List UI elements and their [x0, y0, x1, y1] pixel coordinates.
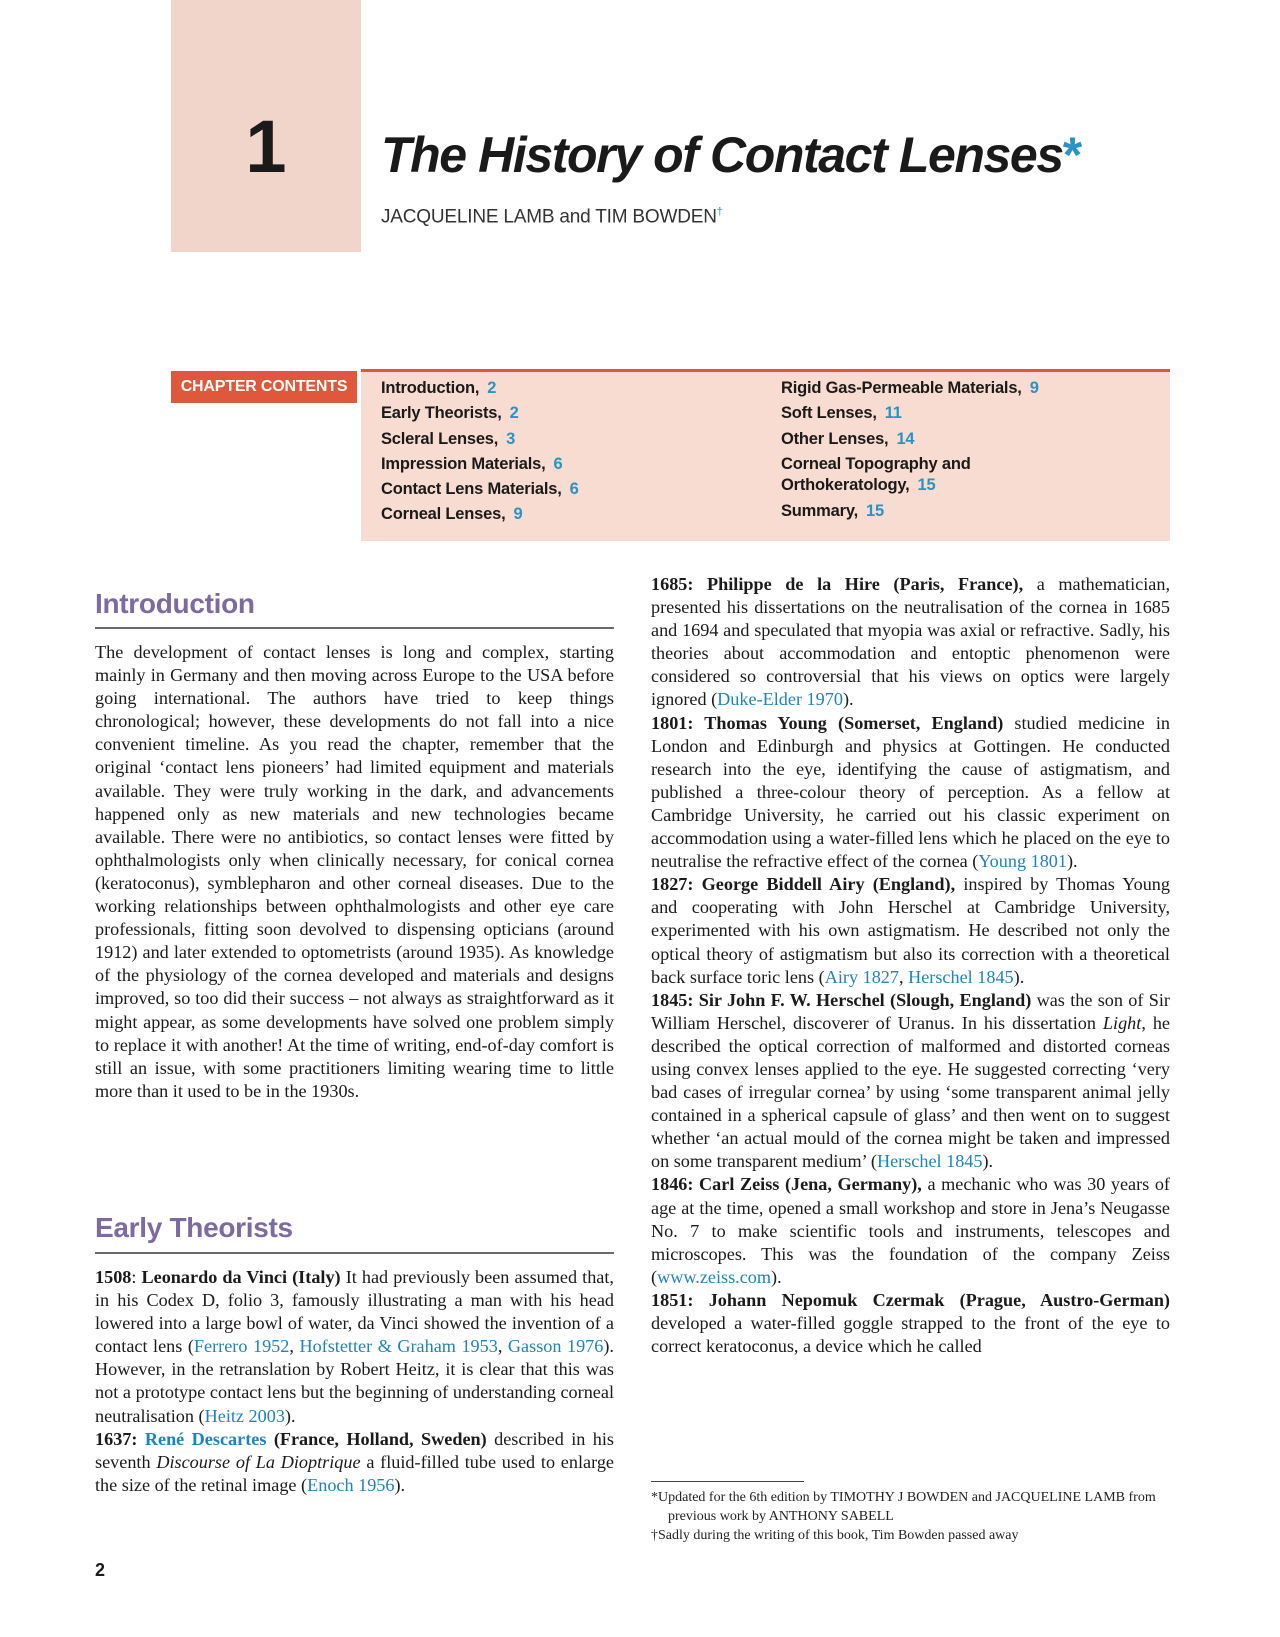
entry-1846: 1846: Carl Zeiss (Jena, Germany), a mechanic who was 30 years of age at the time, opened a small workshop and store in Jena’s Neugasse No. 7 to make scientific tools and instruments, telescopes and microscopes. This was the foundation of the company Zeiss (www.zeiss.com).: [651, 1174, 1170, 1287]
citation-link[interactable]: Heitz 2003: [204, 1405, 285, 1426]
entry-1685: 1685: Philippe de la Hire (Paris, France), a mathematician, presented his dissertations on the neutralisation of the cornea in 1685 and 1694 and speculated that myopia was axial or refractive. Sadly, his theories about accommodation and entoptic phenomenon were considered so controversial that his views on optics were largely ignored (Duke-Elder 1970).: [651, 574, 1170, 710]
contents-right-column: [781, 376, 1039, 524]
contents-item[interactable]: Other Lenses, 14: [781, 429, 915, 448]
entry-1851: 1851: Johann Nepomuk Czermak (Prague, Austro-German) developed a water-filled goggle strapped to the front of the eye to correct keratoconus, a device which he called: [651, 1289, 1170, 1357]
introduction-body: [95, 641, 614, 1103]
chapter-contents-box: [361, 369, 1170, 541]
contents-item[interactable]: Soft Lenses, 11: [781, 404, 902, 423]
contents-item[interactable]: Corneal Topography and Orthokeratology, 15: [781, 454, 971, 495]
section-heading-early-theorists: Early Theorists: [95, 1212, 293, 1243]
citation-link[interactable]: Duke-Elder 1970: [717, 689, 843, 710]
descartes-link[interactable]: René Descartes: [144, 1428, 267, 1449]
citation-link[interactable]: Ferrero 1952: [193, 1336, 290, 1357]
contents-item[interactable]: Contact Lens Materials, 6: [381, 480, 579, 499]
citation-link[interactable]: Airy 1827: [824, 966, 899, 987]
chapter-authors: [381, 206, 723, 228]
chapter-number-box: [171, 0, 361, 252]
footnotes: [651, 1488, 1170, 1545]
footnote-rule: [651, 1481, 804, 1482]
entry-1637: 1637: René Descartes (France, Holland, Sweden) described in his seventh Discourse of La Dioptrique a fluid-filled tube used to enlarge the size of the retinal image (Enoch 1956).: [95, 1428, 615, 1495]
citation-link[interactable]: Gasson 1976: [507, 1336, 604, 1357]
contents-item[interactable]: Rigid Gas-Permeable Materials, 9: [781, 379, 1039, 397]
citation-link[interactable]: Hofstetter & Graham 1953: [299, 1336, 498, 1357]
title-footnote-mark[interactable]: *: [1062, 127, 1081, 183]
entry-1508: 1508: Leonardo da Vinci (Italy) It had previously been assumed that, in his Codex D, folio 3, famously illustrating a man with his head lowered into a large bowl of water, da Vinci showed the invention of a contact lens (Ferrero 1952, Hofstetter & Graham 1953, Gasson 1976). However, in the retranslation by Robert Heitz, it is clear that this was not a prototype contact lens but the beginning of understanding corneal neutralisation (Heitz 2003).: [95, 1267, 614, 1426]
contents-item[interactable]: Impression Materials, 6: [381, 454, 563, 473]
chapter-title: [381, 126, 1081, 184]
contents-item[interactable]: Summary, 15: [781, 501, 884, 520]
section-rule: [95, 1252, 614, 1254]
footnote-item: *Updated for the 6th edition by TIMOTHY J BOWDEN and JACQUELINE LAMB from previous work by ANTHONY SABELL: [651, 1490, 1156, 1524]
section-rule: [95, 627, 614, 629]
contents-item[interactable]: Introduction, 2: [381, 379, 497, 397]
chapter-contents-label: CHAPTER CONTENTS: [171, 371, 357, 403]
chapter-number: 1: [245, 105, 287, 188]
citation-link[interactable]: Young 1801: [978, 851, 1067, 872]
page-number: 2: [95, 1560, 106, 1580]
footnote-item: †Sadly during the writing of this book, Tim Bowden passed away: [651, 1528, 1019, 1543]
entry-1845: 1845: Sir John F. W. Herschel (Slough, England) was the son of Sir William Herschel, discoverer of Uranus. In his dissertation Light, he described the optical correction of malformed and distorted corneas using convex lenses applied to the eye. He suggested correcting ‘very bad cases of irregular cornea’ by using ‘some transparent animal jelly contained in a spherical capsule of glass’ and then went on to suggest whether ‘an actual mould of the cornea might be taken and impressed on some transparent medium’ (Herschel 1845).: [651, 989, 1170, 1172]
contents-item[interactable]: Early Theorists, 2: [381, 404, 519, 423]
entry-1827: 1827: George Biddell Airy (England), inspired by Thomas Young and cooperating with John Herschel at Cambridge University, experimented with his own astigmatism. He described not only the optical theory of astigmatism but also its correction with a theoretical back surface toric lens (Airy 1827, Herschel 1845).: [651, 874, 1170, 987]
chapter-title-text: The History of Contact Lenses: [381, 127, 1063, 183]
introduction-paragraph: The development of contact lenses is long and complex, starting mainly in Germany and then moving across Europe to the USA before going international. The authors have tried to keep things chronological; however, these developments do not fall into a nice convenient timeline. As you read the chapter, remember that the original ‘contact lens pioneers’ had limited equipment and materials available. They were truly working in the dark, and advancements happened only as new materials and new technologies became available. There were no antibiotics, so contact lenses were fitted by ophthalmologists only when clinically necessary, for conical cornea (keratoconus), symblepharon and other corneal diseases. Due to the working relationships between ophthalmologists and other eye care professionals, fitting soon devolved to dispensing opticians (around 1912) and later extended to optometrists (around 1935). As knowledge of the physiology of the cornea developed and materials and designs improved, so too did their success – not always as straightforward as it might appear, as some developments have solved one problem simply to replace it with another! At the time of writing, end-of-day comfort is still an issue, with some practitioners limiting wearing time to little more than it used to be in the 1930s.: [95, 642, 614, 1101]
early-theorists-body-left: [95, 1266, 614, 1497]
entry-1801: 1801: Thomas Young (Somerset, England) studied medicine in London and Edinburgh and physics at Gottingen. He conducted research into the eye, identifying the cause of astigmatism, and published a three-colour theory of perception. As a fellow at Cambridge University, he carried out his classic experiment on accommodation using a water-filled lens which he placed on the eye to neutralise the refractive effect of the cornea (Young 1801).: [651, 712, 1170, 872]
zeiss-link[interactable]: www.zeiss.com: [657, 1266, 772, 1287]
citation-link[interactable]: Herschel 1845: [908, 966, 1014, 987]
citation-link[interactable]: Herschel 1845: [876, 1151, 983, 1172]
authors-text: JACQUELINE LAMB and TIM BOWDEN: [381, 206, 717, 228]
section-heading-introduction: Introduction: [95, 588, 255, 619]
early-theorists-body-right: [651, 573, 1170, 1358]
contents-left-column: [381, 376, 579, 528]
contents-item[interactable]: Scleral Lenses, 3: [381, 429, 516, 448]
citation-link[interactable]: Enoch 1956: [307, 1474, 395, 1495]
authors-footnote-mark[interactable]: †: [716, 206, 723, 218]
contents-item[interactable]: Corneal Lenses, 9: [381, 505, 523, 524]
